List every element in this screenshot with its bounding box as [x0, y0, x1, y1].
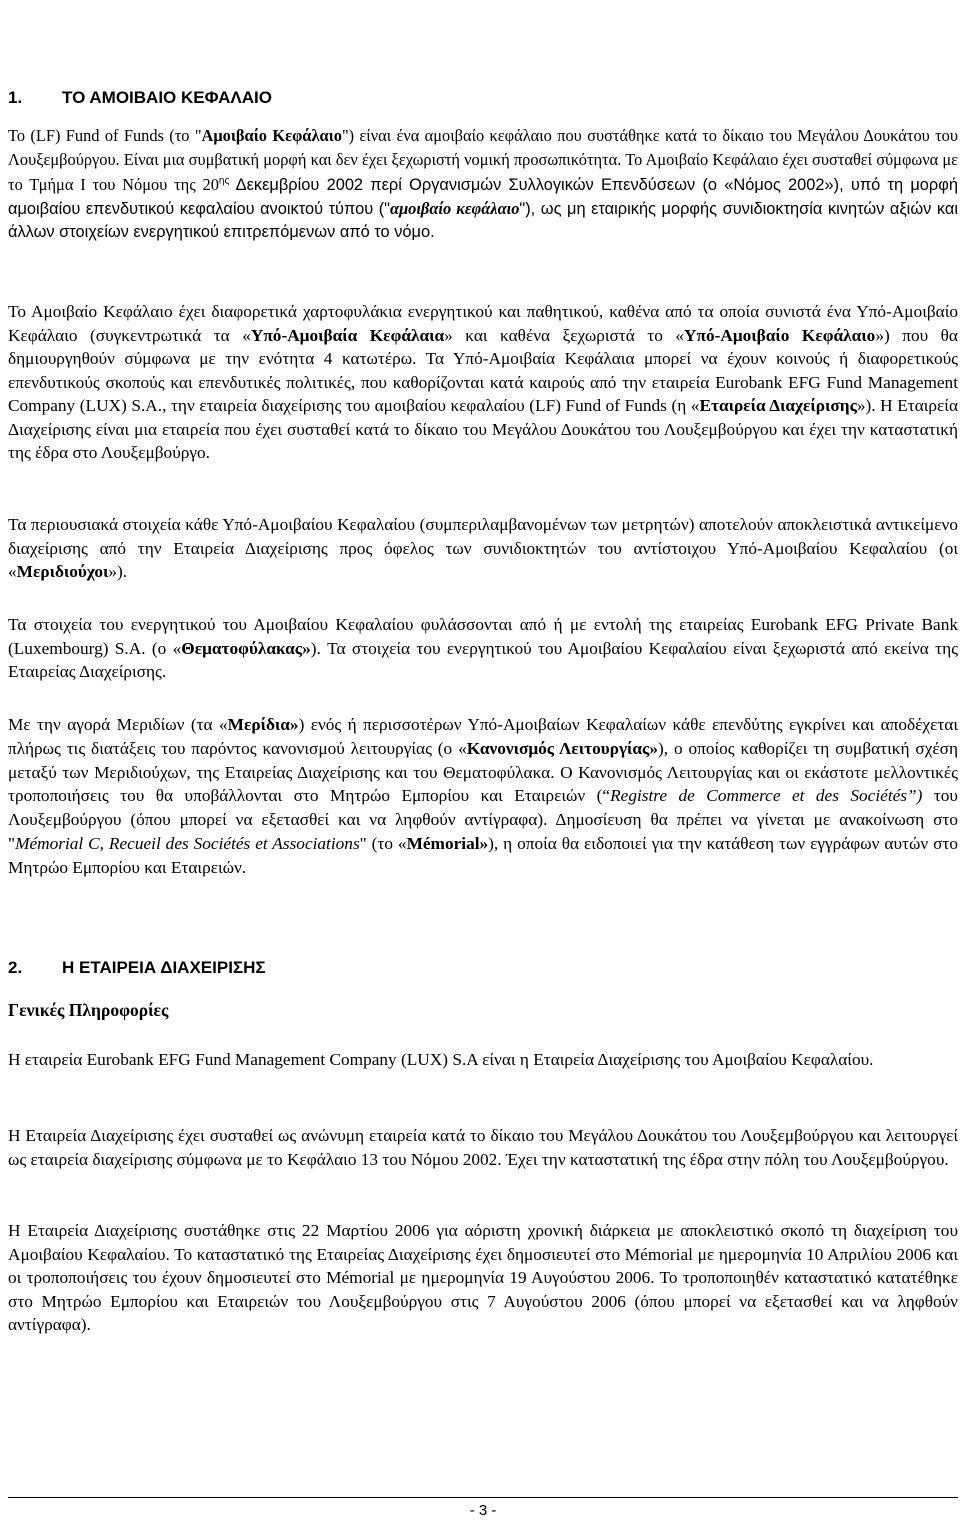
p2-text-a: Το Αμοιβαίο Κεφάλαιο έχει διαφορετικά χαρτοφυλάκια ενεργητικού και παθητικού, καθένα από τα οποία συνιστά ένα Υπό-Αμοιβαίο Κεφάλαιο (συγκεντρωτικά τα «	[8, 302, 958, 345]
p5-text-k: ), η οποία θα ειδοποιεί για την κατάθεση των εγγράφων αυτών στο Μητρώο Εμπορίου και Εταιρειών.	[8, 833, 958, 877]
section-1-title: ΤΟ ΑΜΟΙΒΑΙΟ ΚΕΦΑΛΑΙΟ	[62, 88, 272, 107]
p5-text-c: ) ενός ή περισσοτέρων Υπό-Αμοιβαίων Κεφαλαίων κάθε επενδύτης εγκρίνει και αποδέχεται πλήρως τις διατάξεις του παρόντος κανονισμού λειτουργίας (ο «	[8, 715, 958, 758]
section-2-number: 2.	[8, 958, 23, 977]
paragraph-fund-description	[8, 124, 958, 244]
p1-superscript: ης	[218, 175, 230, 187]
p5-text-e: ), ο οποίος καθορίζει τη συμβατική σχέση μεταξύ των Μεριδιούχων, της Εταιρείας Διαχείρισης και του Θεματοφύλακα. Ο Κανονισμός Λειτουργίας και οι εκάστοτε μελλοντικές τροποποιήσεις του θα υποβάλλονται στο Μητρώο Εμπορίου και Εταιρειών (“	[8, 738, 958, 806]
section-2-heading	[8, 958, 266, 978]
paragraph-management-company: Η εταιρεία Eurobank EFG Fund Management Company (LUX) S.A είναι η Εταιρεία Διαχείρισης του Αμοιβαίου Κεφαλαίου.	[8, 1050, 874, 1069]
document-page	[8, 0, 958, 1521]
paragraph-assets	[8, 513, 958, 584]
footer-divider	[8, 1497, 958, 1498]
p5-text-g: του Λουξεμβούργου (όπου μπορεί να εξετασθεί και να ληφθούν αντίγραφα). Δημοσίευση θα πρέπει να γίνεται με ανακοίνωση στο "	[8, 786, 958, 853]
p2-text-g: »). Η Εταιρεία Διαχείρισης είναι μια εταιρεία που έχει συσταθεί κατά το δίκαιο του Μεγάλου Δουκάτου του Λουξεμβούργου και έχει την καταστατική της έδρα στο Λουξεμβούργο.	[8, 396, 958, 462]
p4-term-custodian: Θεματοφύλακας»	[181, 638, 311, 658]
p1-text-f: "), ως μη εταιρικής μορφής συνιδιοκτησία κινητών αξιών και άλλων στοιχείων ενεργητικού επιτρεπόμενων από το νόμο.	[8, 199, 958, 242]
p5-text-a: Με την αγορά Μεριδίων (τα «	[8, 715, 228, 734]
section-1-heading	[8, 88, 272, 108]
p5-term-regulations: Κανονισμός Λειτουργίας»	[466, 738, 658, 758]
page-number: - 3 -	[469, 1502, 497, 1519]
paragraph-incorporation: Η Εταιρεία Διαχείρισης έχει συσταθεί ως ανώνυμη εταιρεία κατά το δίκαιο του Μεγάλου Δουκάτου του Λουξεμβούργου και λειτουργεί ως εταιρεία διαχείρισης σύμφωνα με το Κεφάλαιο 13 του Νόμου 2002. Έχει την καταστατική της έδρα στην πόλη του Λουξεμβούργου.	[8, 1126, 958, 1169]
section-1-number: 1.	[8, 88, 23, 107]
paragraph-sub-funds	[8, 300, 958, 465]
p3-text-a: Τα περιουσιακά στοιχεία κάθε Υπό-Αμοιβαίου Κεφαλαίου (συμπεριλαμβανομένων των μετρητών) αποτελούν αποκλειστικά αντικείμενο διαχείρισης από την Εταιρεία Διαχείρισης προς όφελος των συνιδιοκτητών του αντίστοιχου Υπό-Αμοιβαίου Κεφαλαίου (οι «	[8, 515, 958, 581]
paragraph-regulations	[8, 713, 958, 880]
p3-term-unitholders: Μεριδιούχοι	[16, 562, 109, 581]
p4-text-c: ). Τα στοιχεία του ενεργητικού του Αμοιβαίου Κεφαλαίου είναι ξεχωριστά από εκείνα της Εταιρείας Διαχείρισης.	[8, 638, 959, 681]
p2-term-sub-fund: Υπό-Αμοιβαίο Κεφάλαιο	[684, 325, 876, 345]
general-information-subheading: Γενικές Πληροφορίες	[8, 1000, 169, 1020]
p2-term-management-company: Εταιρεία Διαχείρισης	[699, 396, 857, 415]
p5-term-units: Μερίδια»	[227, 715, 299, 734]
paragraph-articles: Η Εταιρεία Διαχείρισης συστάθηκε στις 22 Μαρτίου 2006 για αόριστη χρονική διάρκεια με αποκλειστικό σκοπό τη διαχείριση του Αμοιβαίου Κεφαλαίου. Το καταστατικό της Εταιρείας Διαχείρισης έχει δημοσιευτεί στο Mémorial με ημερομηνία 10 Απριλίου 2006 και οι τροποποιήσεις του έχουν δημοσιευτεί στο Mémorial με ημερομηνία 19 Αυγούστου 2006. Το τροποποιηθέν καταστατικό κατατέθηκε στο Μητρώο Εμπορίου και Εταιρειών του Λουξεμβούργου στις 7 Αυγούστου 2006 (όπου μπορεί να εξετασθεί και να ληφθούν αντίγραφα).	[8, 1221, 958, 1334]
p1-text-c: ") είναι ένα αμοιβαίο κεφάλαιο που συστάθηκε κατά το δίκαιο του Μεγάλου Δουκάτου του Λουξεμβούργου. Είναι μια συμβατική μορφή και δεν έχει ξεχωριστή νομική προσωπικότητα. Το Αμοιβαίο Κεφάλαιο έχει συσταθεί σύμφωνα με το Τμήμα Ι του Νόμου της 20	[8, 126, 958, 194]
p2-term-sub-funds: Υπό-Αμοιβαία Κεφάλαια	[250, 325, 445, 345]
p1-text-d: Δεκεμβρίου 2002 περί Οργανισμών Συλλογικών Επενδύσεων (ο «Νόμος 2002»), υπό τη μορφή αμοιβαίου επενδυτικού κεφαλαίου ανοικτού τύπου ("	[8, 175, 958, 218]
p4-text-a: Τα στοιχεία του ενεργητικού του Αμοιβαίου Κεφαλαίου φυλάσσονται από ή με εντολή της εταιρείας Eurobank EFG Private Bank (Luxembourg) S.A. (ο «	[8, 615, 958, 658]
p5-term-registre: Registre de Commerce et des Sociétés”)	[610, 786, 923, 806]
p1-text-a: Το (LF) Fund of Funds (το "	[8, 126, 202, 145]
p5-term-memorial: Mémorial»	[406, 833, 489, 853]
p2-text-c: » και καθένα ξεχωριστά το «	[444, 325, 685, 345]
p3-text-c: »).	[108, 562, 128, 581]
p1-term-mutual-fund: αμοιβαίο κεφάλαιο	[390, 198, 520, 218]
section-2-title: Η ΕΤΑΙΡΕΙΑ ΔΙΑΧΕΙΡΙΣΗΣ	[62, 958, 266, 977]
p2-text-e: ») που θα δημιουργηθούν σύμφωνα με την ενότητα 4 κατωτέρω. Τα Υπό-Αμοιβαία Κεφάλαια μπορεί να έχουν κοινούς ή διαφορετικούς επενδυτικούς σκοπούς και επενδυτικές πολιτικές, που καθορίζονται κατά καιρούς από την εταιρεία Eurobank EFG Fund Management Company (LUX) S.A., την εταιρεία διαχείρισης του αμοιβαίου κεφαλαίου (LF) Fund of Funds (η «	[8, 325, 958, 415]
paragraph-custodian	[8, 613, 958, 684]
p5-text-i: " (το «	[359, 833, 407, 853]
p1-term-fund: Αμοιβαίο Κεφάλαιο	[201, 126, 342, 145]
p5-term-memorial-full: Mémorial C, Recueil des Sociétés et Associations	[15, 833, 360, 853]
